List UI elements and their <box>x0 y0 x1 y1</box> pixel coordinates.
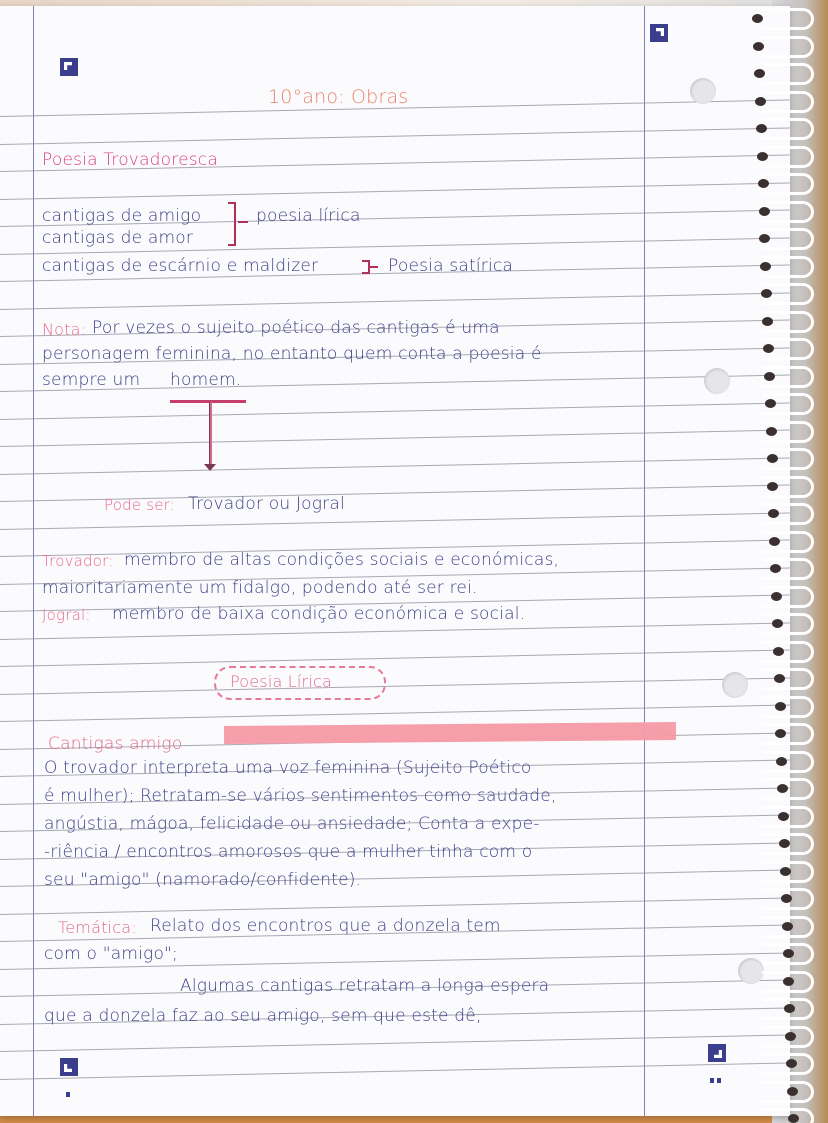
spiral-coil <box>762 63 814 85</box>
ruled-line <box>0 292 790 310</box>
spiral-punch-hole <box>773 647 784 656</box>
arrow-down-icon <box>204 464 216 471</box>
spiral-punch-hole <box>767 454 778 463</box>
arrow-shaft <box>209 402 212 466</box>
spiral-punch-hole <box>781 894 792 903</box>
highlight-bar <box>224 722 676 744</box>
spiral-punch-hole <box>765 399 776 408</box>
trovador-label: Trovador: <box>42 552 114 570</box>
group-label-poesia-satirica: Poesia satírica <box>388 256 514 276</box>
spiral-coil <box>762 696 814 718</box>
list-item-cantigas-amor: cantigas de amor <box>42 228 194 248</box>
nota-line-2: personagem feminina, no entanto quem conta a poesia é <box>42 344 542 364</box>
marker-dots <box>66 1082 73 1087</box>
spiral-coil <box>762 91 814 113</box>
jogral-label: Jogral: <box>42 606 91 624</box>
spiral-punch-hole <box>759 207 770 216</box>
spiral-punch-hole <box>757 152 768 161</box>
section-heading-cantigas-amigo: Cantigas amigo <box>48 734 183 754</box>
spiral-punch-hole <box>753 42 764 51</box>
ruled-line <box>0 1062 790 1080</box>
spiral-punch-hole <box>783 977 794 986</box>
cantigas-amigo-line-1: O trovador interpreta uma voz feminina (Sujeito Poético <box>44 758 532 778</box>
tematica-line-2: com o "amigo"; <box>44 944 178 964</box>
tematica-label: Temática: <box>58 918 137 937</box>
left-margin-line <box>33 6 34 1116</box>
bracket-satirica <box>362 260 370 274</box>
spiral-coil <box>762 118 814 140</box>
bracket-lirica <box>228 202 236 246</box>
spiral-punch-hole <box>766 427 777 436</box>
ruled-line <box>0 127 790 145</box>
trovador-line-1: membro de altas condições sociais e económicas, <box>124 550 560 570</box>
nota-label: Nota: <box>42 320 87 339</box>
list-item-cantigas-amigo: cantigas de amigo <box>42 206 202 226</box>
tematica-line-3: Algumas cantigas retratam a longa espera <box>180 976 550 996</box>
spiral-punch-hole <box>775 702 786 711</box>
spiral-punch-hole <box>782 922 793 931</box>
spiral-coil <box>762 201 814 223</box>
cantigas-amigo-line-2: é mulher); Retratam-se vários sentimentos como saudade, <box>44 786 557 806</box>
corner-marker-top-right-icon <box>650 24 668 42</box>
trovador-line-2: maioritariamente um fidalgo, podendo até ser rei. <box>42 578 478 598</box>
spiral-coil <box>762 36 814 58</box>
ruled-line <box>0 704 790 722</box>
bracket-tick <box>370 266 378 268</box>
spiral-punch-hole <box>770 564 781 573</box>
binder-hole <box>738 958 764 984</box>
corner-marker-bottom-right-icon <box>708 1044 726 1062</box>
section-heading-poesia-lirica: Poesia Lírica <box>230 672 332 691</box>
cantigas-amigo-line-3: angústia, mágoa, felicidade ou ansiedade; Conta a expe- <box>44 814 540 834</box>
spiral-punch-hole <box>769 537 780 546</box>
spiral-coil <box>762 723 814 745</box>
page-title: 10°ano: Obras <box>268 86 409 108</box>
list-item-cantigas-escarnio: cantigas de escárnio e maldizer <box>42 256 319 276</box>
group-label-poesia-lirica: poesia lírica <box>256 206 361 226</box>
spiral-coil <box>762 8 814 30</box>
spiral-punch-hole <box>788 1114 799 1123</box>
notebook-page <box>0 6 790 1116</box>
spiral-punch-hole <box>763 344 774 353</box>
spiral-punch-hole <box>772 619 783 628</box>
ruled-line <box>0 1034 790 1052</box>
underline-homem <box>170 400 246 403</box>
spiral-punch-hole <box>767 482 778 491</box>
pode-ser-text: Trovador ou Jogral <box>188 494 345 514</box>
spiral-punch-hole <box>756 124 767 133</box>
ruled-line <box>0 402 790 420</box>
ruled-line <box>0 677 790 695</box>
spiral-punch-hole <box>760 262 771 271</box>
spiral-punch-hole <box>779 839 790 848</box>
cantigas-amigo-line-5: seu "amigo" (namorado/confidente). <box>44 870 362 890</box>
spiral-punch-hole <box>783 949 794 958</box>
tematica-line-4: que a donzela faz ao seu amigo, sem que este dê, <box>44 1006 482 1026</box>
nota-line-1: Por vezes o sujeito poético das cantigas é uma <box>92 318 500 338</box>
spiral-punch-hole <box>785 1032 796 1041</box>
spiral-punch-hole <box>774 674 785 683</box>
bracket-tick <box>238 221 248 223</box>
section-heading-poesia-trovadoresca: Poesia Trovadoresca <box>42 150 218 170</box>
spiral-punch-hole <box>776 757 787 766</box>
cantigas-amigo-line-4: -riência / encontros amorosos que a mulher tinha com o <box>44 842 533 862</box>
nota-line-3-emphasis: homem. <box>170 370 242 390</box>
spiral-punch-hole <box>780 867 791 876</box>
ruled-line <box>0 457 790 475</box>
spiral-coil <box>762 668 814 690</box>
jogral-text: membro de baixa condição económica e social. <box>112 604 526 624</box>
pode-ser-label: Pode ser: <box>104 496 176 514</box>
spiral-punch-hole <box>758 179 769 188</box>
spiral-coil <box>762 778 814 800</box>
nota-line-3-prefix: sempre um <box>42 370 141 390</box>
spiral-coil <box>762 751 814 773</box>
spiral-coil <box>762 173 814 195</box>
spiral-coil <box>762 146 814 168</box>
spiral-punch-hole <box>778 812 789 821</box>
spiral-punch-hole <box>755 97 766 106</box>
spiral-coil <box>762 586 814 608</box>
ruled-line <box>0 182 790 200</box>
spiral-punch-hole <box>754 69 765 78</box>
spiral-punch-hole <box>764 372 775 381</box>
ruled-line <box>0 622 790 640</box>
binder-hole <box>690 78 716 104</box>
marker-dots <box>710 1068 724 1073</box>
spiral-coil <box>762 641 814 663</box>
spiral-coil <box>762 613 814 635</box>
ruled-line <box>0 897 790 915</box>
binder-hole <box>722 672 748 698</box>
ruled-line <box>0 512 790 530</box>
right-margin-line <box>644 6 645 1116</box>
tematica-line-1: Relato dos encontros que a donzela tem <box>150 916 501 936</box>
ruled-line <box>0 429 790 447</box>
corner-marker-top-left-icon <box>60 58 78 76</box>
spiral-punch-hole <box>762 317 773 326</box>
spiral-punch-hole <box>771 592 782 601</box>
corner-marker-bottom-left-icon <box>60 1058 78 1076</box>
ruled-line <box>0 649 790 667</box>
binder-hole <box>704 368 730 394</box>
spiral-punch-hole <box>787 1087 798 1096</box>
